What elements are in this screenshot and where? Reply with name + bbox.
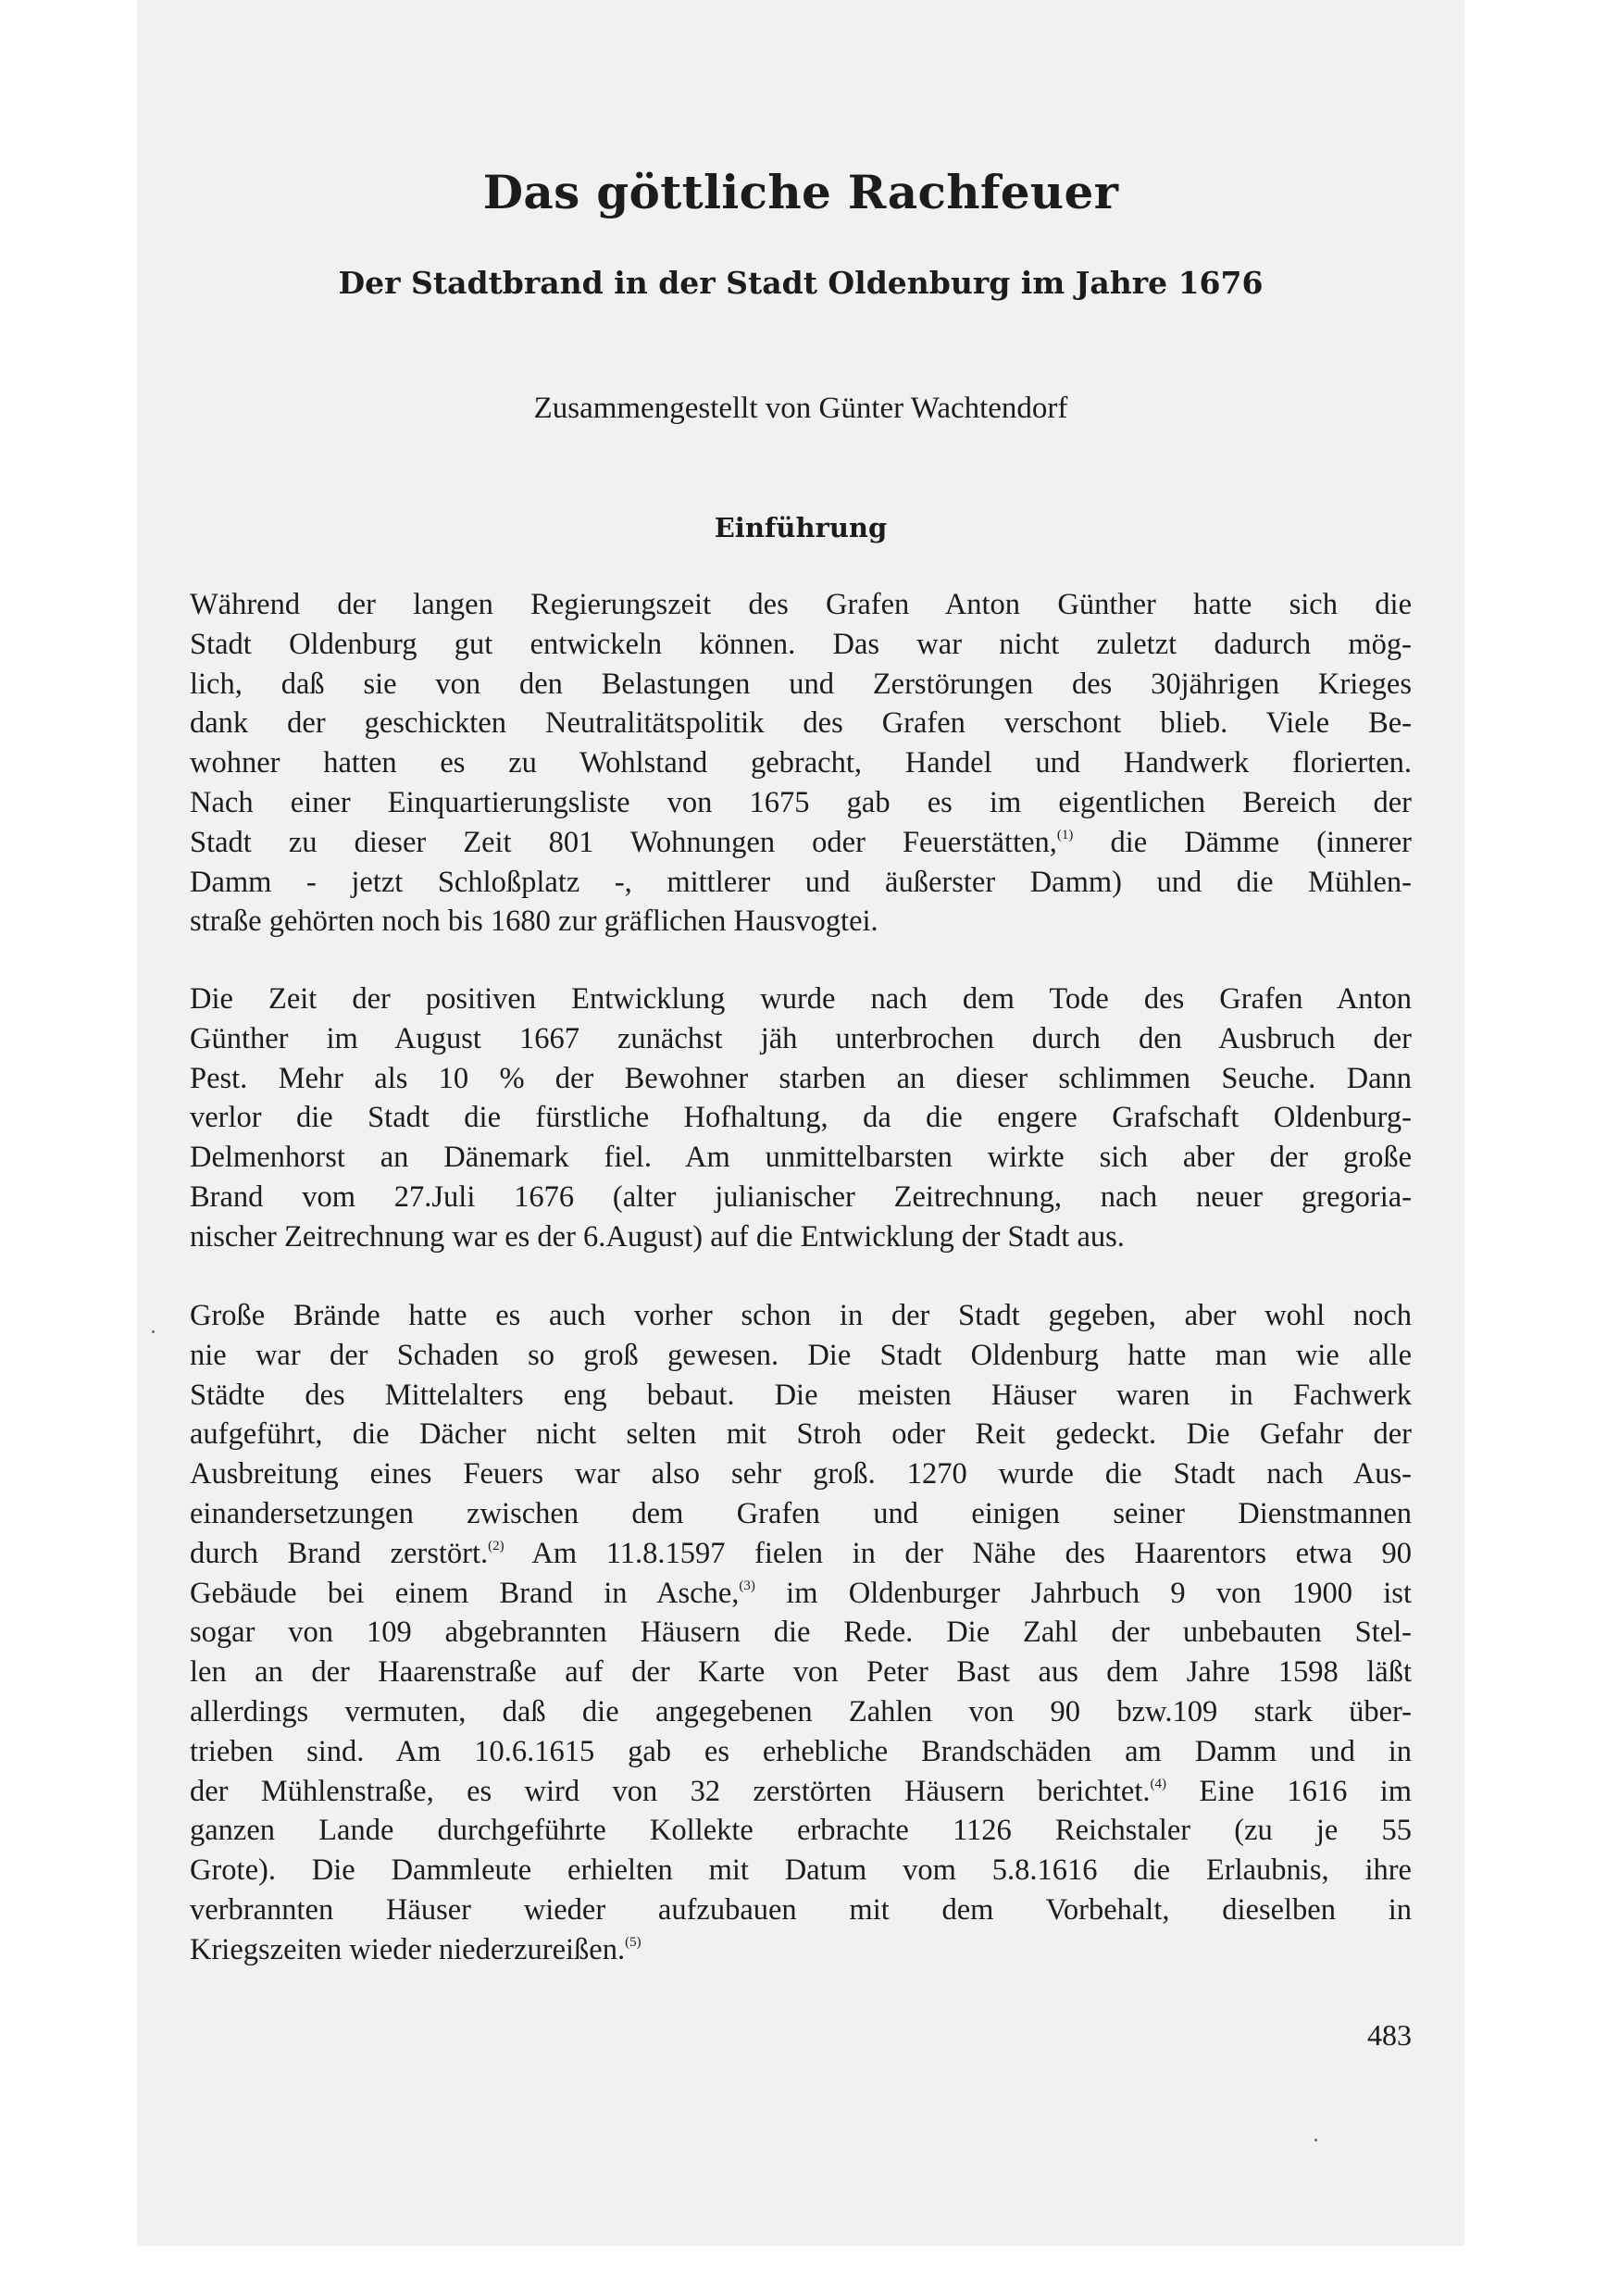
- line-text: Gebäude bei einem Brand in Asche,: [190, 1576, 740, 1610]
- text-line: [190, 1732, 1412, 1772]
- line-text: ganzen Lande durchgeführte Kollekte erbrachte 1126 Reichstaler (zu je 55: [190, 1814, 1412, 1848]
- text-line: [190, 585, 1412, 625]
- footnote-reference: (5): [625, 1934, 642, 1950]
- text-line: [190, 1415, 1412, 1454]
- line-text: straße gehörten noch bis 1680 zur gräflichen Hausvogtei.: [190, 905, 878, 939]
- text-line: [190, 1059, 1412, 1099]
- line-text: durch Brand zerstört.: [190, 1536, 489, 1570]
- article-title: Das göttliche Rachfeuer: [482, 165, 1119, 219]
- text-line: [190, 1811, 1412, 1851]
- line-text: Städte des Mittelalters eng bebaut. Die meisten Häuser waren in Fachwerk: [190, 1378, 1412, 1412]
- paragraph: [190, 585, 1412, 942]
- text-line: [190, 783, 1412, 823]
- line-text-continued: die Dämme (innerer: [1073, 825, 1412, 859]
- text-line: [190, 980, 1412, 1019]
- line-text: Stadt Oldenburg gut entwickeln können. Das war nicht zuletzt dadurch mög-: [190, 627, 1412, 661]
- line-text: Während der langen Regierungszeit des Grafen Anton Günther hatte sich die: [190, 588, 1412, 621]
- paragraph: [190, 980, 1412, 1257]
- line-text: Große Brände hatte es auch vorher schon in der Stadt gegeben, aber wohl noch: [190, 1299, 1412, 1332]
- text-line: [190, 1653, 1412, 1692]
- text-line: [190, 1930, 1412, 1970]
- text-line: [190, 743, 1412, 783]
- text-line: [190, 1613, 1412, 1653]
- line-text-continued: im Oldenburger Jahrbuch 9 von 1900 ist: [754, 1576, 1412, 1610]
- footnote-reference: (4): [1150, 1776, 1166, 1791]
- text-line: [190, 1336, 1412, 1376]
- text-line: [190, 1851, 1412, 1890]
- paragraph: [190, 1296, 1412, 1970]
- line-text: trieben sind. Am 10.6.1615 gab es erhebliche Brandschäden am Damm und in: [190, 1734, 1412, 1768]
- author-credit: Zusammengestellt von Günter Wachtendorf: [533, 392, 1068, 425]
- line-text: Grote). Die Dammleute erhielten mit Datum vom 5.8.1616 die Erlaubnis, ihre: [190, 1853, 1412, 1888]
- text-line: [190, 823, 1412, 863]
- text-line: [190, 1376, 1412, 1416]
- text-line: [190, 1772, 1412, 1812]
- section-heading: Einführung: [714, 512, 888, 543]
- line-text: Pest. Mehr als 10 % der Bewohner starben an dieser schlimmen Seuche. Dann: [190, 1061, 1412, 1095]
- line-text: Nach einer Einquartierungsliste von 1675 gab es im eigentlichen Bereich der: [190, 785, 1412, 819]
- line-text: len an der Haarenstraße auf der Karte von Peter Bast aus dem Jahre 1598 läßt: [190, 1655, 1412, 1690]
- line-text: nischer Zeitrechnung war es der 6.August) auf die Entwicklung der Stadt aus.: [190, 1219, 1125, 1254]
- line-text: Die Zeit der positiven Entwicklung wurde nach dem Tode des Grafen Anton: [190, 982, 1412, 1016]
- line-text: der Mühlenstraße, es wird von 32 zerstörten Häusern berichtet.: [190, 1774, 1151, 1808]
- scan-speck: [152, 1330, 155, 1333]
- footnote-reference: (3): [739, 1578, 755, 1593]
- text-line: [190, 1178, 1412, 1217]
- page-number: 483: [1367, 2018, 1412, 2052]
- line-text: Brand vom 27.Juli 1676 (alter julianischer Zeitrechnung, nach neuer gregoria-: [190, 1179, 1412, 1214]
- text-line: [190, 704, 1412, 743]
- text-line: [190, 1098, 1412, 1138]
- footnote-reference: (2): [488, 1538, 505, 1554]
- line-text-continued: Am 11.8.1597 fielen in der Nähe des Haarentors etwa 90: [504, 1536, 1412, 1570]
- footnote-reference: (1): [1056, 827, 1074, 842]
- text-line: [190, 1217, 1412, 1257]
- text-line: [190, 1890, 1412, 1930]
- line-text: verbrannten Häuser wieder aufzubauen mit dem Vorbehalt, dieselben in: [190, 1892, 1412, 1927]
- text-line: [190, 1692, 1412, 1732]
- text-line: [190, 1494, 1412, 1534]
- scan-speck: [1314, 2139, 1317, 2141]
- line-text: Damm - jetzt Schloßplatz -, mittlerer und äußerster Damm) und die Mühlen-: [190, 865, 1412, 899]
- line-text: einandersetzungen zwischen dem Grafen und einigen seiner Dienstmannen: [190, 1496, 1412, 1530]
- text-line: [190, 1138, 1412, 1178]
- text-line: [190, 863, 1412, 903]
- line-text: verlor die Stadt die fürstliche Hofhaltung, da die engere Grafschaft Oldenburg-: [190, 1101, 1412, 1135]
- text-line: [190, 1019, 1412, 1059]
- text-line: [190, 1574, 1412, 1614]
- line-text: dank der geschickten Neutralitätspolitik des Grafen verschont blieb. Viele Be-: [190, 706, 1412, 741]
- text-line: [190, 902, 1412, 942]
- line-text: nie war der Schaden so groß gewesen. Die Stadt Oldenburg hatte man wie alle: [190, 1338, 1412, 1372]
- line-text: Ausbreitung eines Feuers war also sehr groß. 1270 wurde die Stadt nach Aus-: [190, 1457, 1412, 1491]
- line-text: sogar von 109 abgebrannten Häusern die Rede. Die Zahl der unbebauten Stel-: [190, 1616, 1412, 1650]
- line-text-continued: Eine 1616 im: [1166, 1774, 1413, 1808]
- article-subtitle: Der Stadtbrand in der Stadt Oldenburg im Jahre 1676: [338, 265, 1264, 301]
- line-text: Günther im August 1667 zunächst jäh unterbrochen durch den Ausbruch der: [190, 1021, 1412, 1055]
- text-line: [190, 665, 1412, 705]
- line-text: Delmenhorst an Dänemark fiel. Am unmittelbarsten wirkte sich aber der große: [190, 1141, 1412, 1175]
- line-text: Stadt zu dieser Zeit 801 Wohnungen oder Feuerstätten,: [190, 825, 1057, 859]
- text-line: [190, 1534, 1412, 1574]
- line-text: aufgeführt, die Dächer nicht selten mit Stroh oder Reit gedeckt. Die Gefahr der: [190, 1417, 1412, 1452]
- line-text: Kriegszeiten wieder niederzureißen.: [190, 1932, 626, 1966]
- text-line: [190, 1296, 1412, 1336]
- line-text: allerdings vermuten, daß die angegebenen Zahlen von 90 bzw.109 stark über-: [190, 1694, 1412, 1728]
- text-line: [190, 625, 1412, 665]
- text-line: [190, 1454, 1412, 1494]
- line-text: lich, daß sie von den Belastungen und Zerstörungen des 30jährigen Krieges: [190, 667, 1412, 701]
- line-text: wohner hatten es zu Wohlstand gebracht, Handel und Handwerk florierten.: [190, 746, 1412, 780]
